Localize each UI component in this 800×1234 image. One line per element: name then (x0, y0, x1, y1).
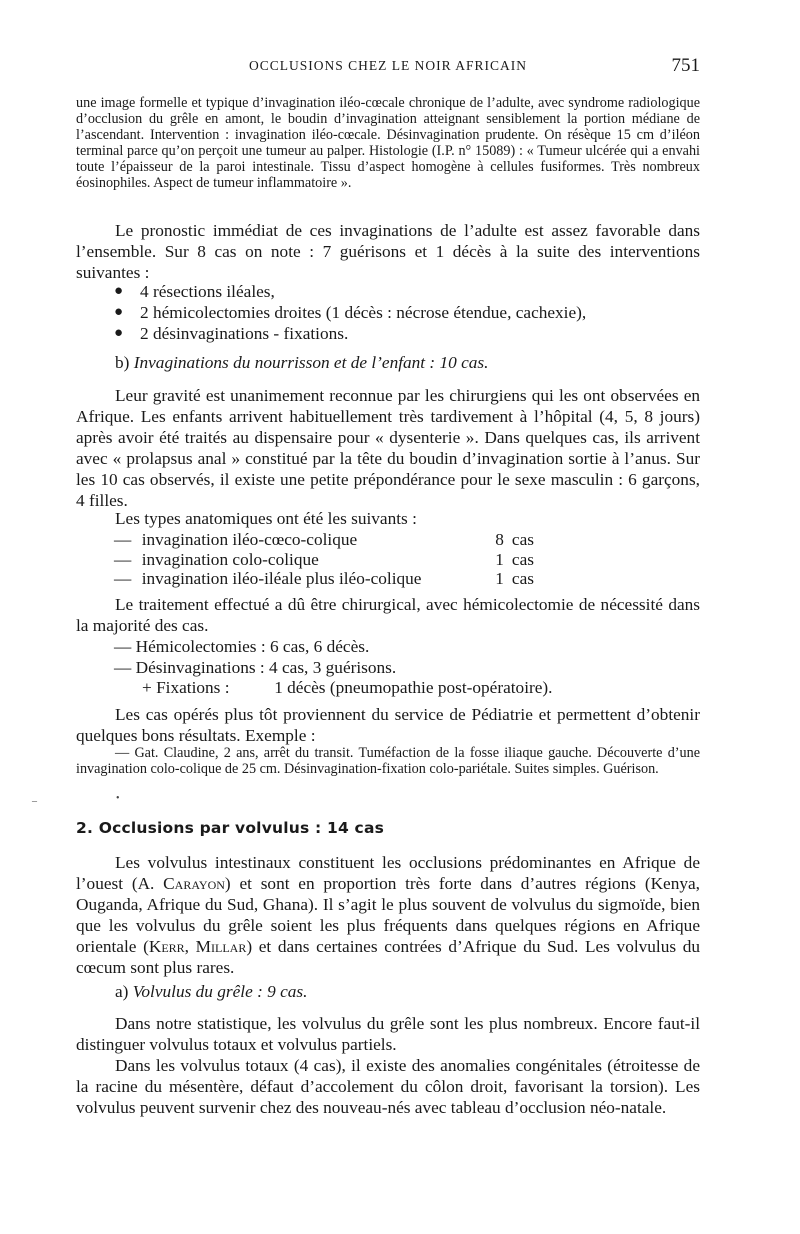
case-note: une image formelle et typique d’invagination iléo-cœcale chronique de l’adulte, avec syndrome radiologique d’occlusion du grêle en amont, le boudin d’invagination atteignant sensiblement la portion médiane de l’ascendant. Intervention : invagination iléo-cœcale. Désinvagination prudente. On résèque 15 cm d’iléon terminal parce qu’on perçoit une tumeur au palper. Histologie (I.P. n° 15089) : « Tumeur ulcérée qui a envahi toute l’épaisseur de la paroi intestinale. Tissu d’aspect homogène à cellules fusiformes. Très nombreux éosinophiles. Aspect de tumeur inflammatoire ». (76, 95, 700, 191)
treatment-results (114, 637, 553, 699)
page-number: 751 (671, 55, 700, 76)
types-intro: Les types anatomiques ont été les suivants : (115, 509, 417, 528)
severity-paragraph: Leur gravité est unanimement reconnue par les chirurgiens qui les ont observées en Afrique. Les enfants arrivent habituellement très tardivement à l’hôpital (4, 5, 8 jours) après avoir été traités au dispensaire pour « dysenterie ». Dans quelques cas, ils arrivent avec « prolapsus anal » constitué par la tête du boudin d’invagination sortie à l’anus. Sur les 10 cas observés, il existe une petite prépondérance pour le sexe masculin : 6 garçons, 4 filles. (76, 386, 700, 510)
section-2-heading: 2. Occlusions par volvulus : 14 cas (76, 819, 385, 837)
list-item: — invagination iléo-iléale plus iléo-colique 1 cas (114, 569, 534, 588)
example-case: — Gat. Claudine, 2 ans, arrêt du transit. Tuméfaction de la fosse iliaque gauche. Découverte d’une invagination colo-colique de 25 cm. Désinvagination-fixation colo-pariétale. Suites simples. Guérison. (76, 745, 700, 777)
result-line: — Hémicolectomies : 6 cas, 6 décès. (114, 637, 370, 656)
bullet-icon: ● (114, 325, 124, 341)
treatment-paragraph: Le traitement effectué a dû être chirurgical, avec hémicolectomie de nécessité dans la majorité des cas. (76, 595, 700, 635)
running-title: OCCLUSIONS CHEZ LE NOIR AFRICAIN (248, 58, 527, 73)
list-item: ● 2 hémicolectomies droites (1 décès : nécrose étendue, cachexie), (114, 303, 587, 322)
small-bowel-paragraph: Dans notre statistique, les volvulus du grêle sont les plus nombreux. Encore faut-il distinguer volvulus totaux et volvulus partiels. (76, 1014, 700, 1054)
result-line: — Désinvaginations : 4 cas, 3 guérisons. (114, 657, 397, 677)
bullet-icon: ● (114, 283, 124, 299)
anatomic-types-list (114, 530, 534, 589)
total-volvulus-paragraph: Dans les volvulus totaux (4 cas), il existe des anomalies congénitales (étroitesse de la racine du mésentère, défaut d’accolement du côlon droit, favorisant la torsion). Les volvulus peuvent survenir chez des nouveau-nés avec tableau d’occlusion néo-natale. (76, 1056, 700, 1117)
stray-mark: – (32, 796, 37, 807)
list-item: ● 2 désinvaginations - fixations. (114, 324, 349, 343)
subsection-b-heading: b) Invaginations du nourrisson et de l’enfant : 10 cas. (115, 353, 489, 372)
result-line: + Fixations : 1 décès (pneumopathie post-opératoire). (142, 678, 553, 697)
list-item: ● 4 résections iléales, (114, 282, 275, 301)
subsection-a-heading: a) Volvulus du grêle : 9 cas. (115, 982, 308, 1001)
bullet-icon: ● (114, 304, 124, 320)
prognosis-paragraph: Le pronostic immédiat de ces invaginations de l’adulte est assez favorable dans l’ensemble. Sur 8 cas on note : 7 guérisons et 1 décès à la suite des interventions suivantes : (76, 221, 700, 282)
list-item: — invagination colo-colique 1 cas (114, 549, 534, 569)
interventions-list (114, 281, 586, 344)
early-cases-paragraph: Les cas opérés plus tôt proviennent du service de Pédiatrie et permettent d’obtenir quelques bons résultats. Exemple : (76, 705, 700, 745)
volvulus-paragraph: Les volvulus intestinaux constituent les occlusions prédominantes en Afrique de l’ouest (A. Carayon) et sont en proportion très forte dans d’autres régions (Kenya, Ouganda, Afrique du Sud, Ghana). Il s’agit le plus souvent de volvulus du sigmoïde, bien que les volvulus du grêle soient les plus fréquents dans quelques régions en Afrique orientale (Kerr, Millar) et dans certaines contrées d’Afrique du Sud. Les volvulus du cœcum sont plus rares. (76, 853, 700, 977)
list-item: — invagination iléo-cœco-colique 8 cas (114, 530, 534, 549)
stray-mark: • (116, 793, 120, 804)
